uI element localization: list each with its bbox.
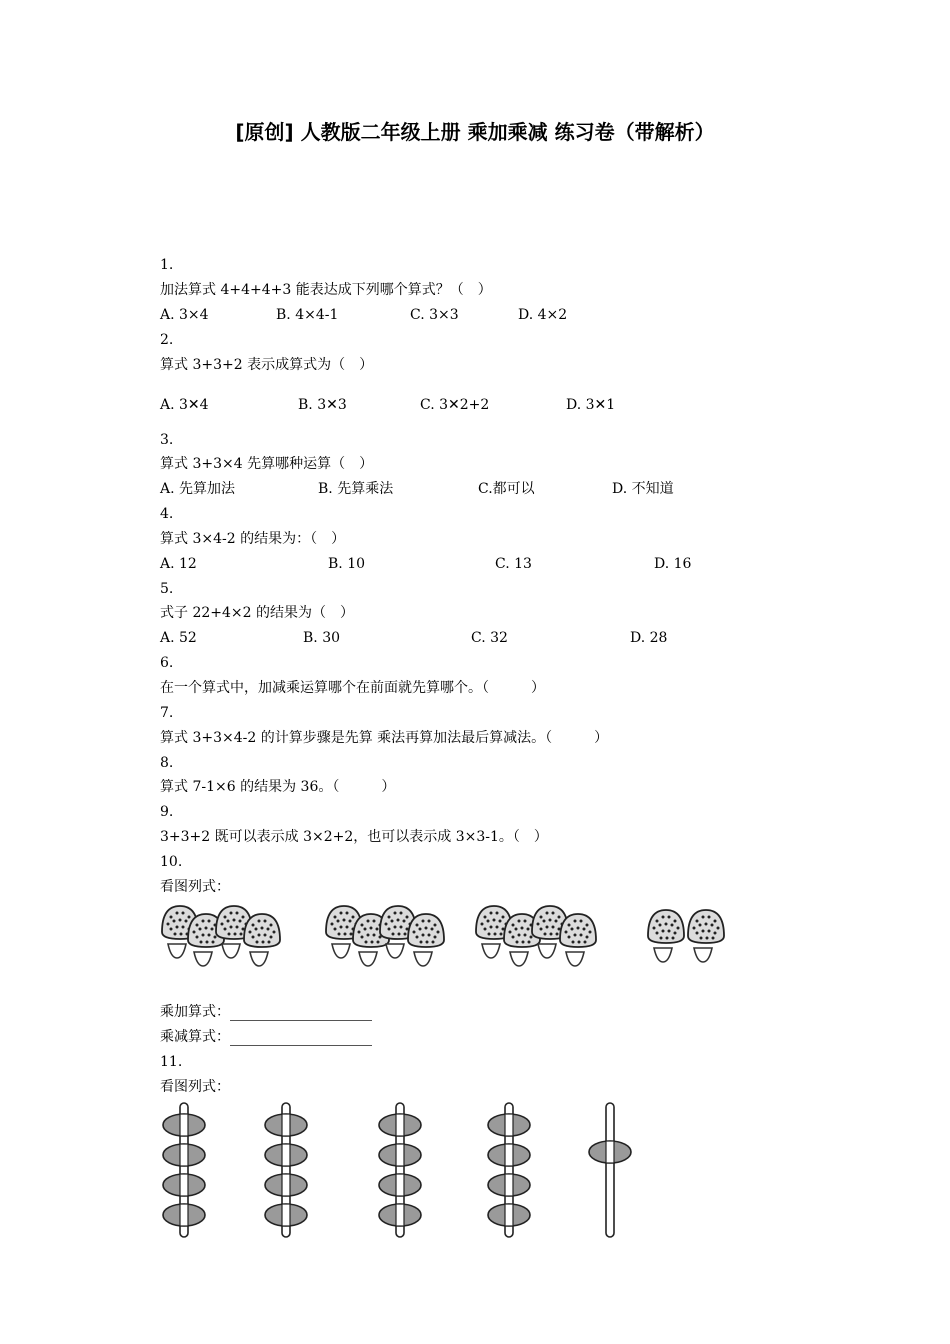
question-5-option-c: C. 32 bbox=[471, 630, 508, 646]
page-title: [原创] 人教版二年级上册 乘加乘减 练习卷（带解析） bbox=[235, 120, 715, 144]
question-4-option-a: A. 12 bbox=[160, 556, 197, 572]
question-2-option-b: B. 3✕3 bbox=[298, 397, 347, 413]
question-3-option-b: B. 先算乘法 bbox=[318, 481, 394, 497]
question-6-number: 6. bbox=[160, 655, 174, 671]
question-3-option-a: A. 先算加法 bbox=[160, 481, 236, 497]
multiply-subtract-blank[interactable] bbox=[230, 1031, 372, 1046]
question-7-stem: 算式 3+3×4-2 的计算步骤是先算 乘法再算加法最后算减法。（ ） bbox=[160, 730, 609, 746]
question-8-stem: 算式 7-1×6 的结果为 36。（ ） bbox=[160, 779, 396, 795]
question-11-stem: 看图列式： bbox=[160, 1079, 230, 1095]
question-9-number: 9. bbox=[160, 804, 174, 820]
question-10-fill-1 bbox=[160, 1003, 372, 1021]
question-3-stem: 算式 3+3×4 先算哪种运算（ ） bbox=[160, 456, 374, 472]
question-1-option-c: C. 3×3 bbox=[410, 307, 459, 323]
multiply-add-blank[interactable] bbox=[230, 1006, 372, 1021]
question-8-number: 8. bbox=[160, 755, 174, 771]
question-2-option-c: C. 3✕2+2 bbox=[420, 397, 490, 413]
question-1-number: 1. bbox=[160, 257, 174, 273]
question-1-option-d: D. 4×2 bbox=[518, 307, 568, 323]
question-11-number: 11. bbox=[160, 1054, 183, 1070]
question-5-option-a: A. 52 bbox=[160, 630, 197, 646]
mushroom-illustration bbox=[158, 900, 758, 970]
question-1-option-b: B. 4×4-1 bbox=[276, 307, 339, 323]
question-9-stem: 3+3+2 既可以表示成 3×2+2，也可以表示成 3×3-1。（ ） bbox=[160, 829, 548, 845]
question-4-number: 4. bbox=[160, 506, 174, 522]
question-5-stem: 式子 22+4×2 的结果为（ ） bbox=[160, 605, 354, 621]
question-4-option-c: C. 13 bbox=[495, 556, 532, 572]
question-3-number: 3. bbox=[160, 432, 174, 448]
question-10-fill-2 bbox=[160, 1028, 372, 1046]
multiply-add-label: 乘加算式： bbox=[160, 1004, 230, 1020]
question-2-option-d: D. 3✕1 bbox=[566, 397, 616, 413]
question-4-option-d: D. 16 bbox=[654, 556, 692, 572]
question-4-option-b: B. 10 bbox=[328, 556, 366, 572]
question-6-stem: 在一个算式中，加减乘运算哪个在前面就先算哪个。（ ） bbox=[160, 680, 545, 696]
question-5-option-d: D. 28 bbox=[630, 630, 668, 646]
question-10-number: 10. bbox=[160, 854, 183, 870]
multiply-subtract-label: 乘减算式： bbox=[160, 1029, 230, 1045]
question-4-stem: 算式 3×4-2 的结果为：（ ） bbox=[160, 531, 346, 547]
question-3-option-d: D. 不知道 bbox=[612, 481, 674, 497]
question-5-number: 5. bbox=[160, 581, 174, 597]
question-1-stem: 加法算式 4+4+4+3 能表达成下列哪个算式？（ ） bbox=[160, 282, 492, 298]
question-2-option-a: A. 3✕4 bbox=[160, 397, 209, 413]
question-2-stem: 算式 3+3+2 表示成算式为（ ） bbox=[160, 357, 374, 373]
question-2-number: 2. bbox=[160, 332, 174, 348]
question-10-stem: 看图列式： bbox=[160, 879, 230, 895]
abacus-beads-illustration bbox=[160, 1100, 660, 1240]
question-7-number: 7. bbox=[160, 705, 174, 721]
question-3-option-c: C.都可以 bbox=[478, 481, 535, 497]
question-5-option-b: B. 30 bbox=[303, 630, 341, 646]
question-1-option-a: A. 3×4 bbox=[160, 307, 209, 323]
